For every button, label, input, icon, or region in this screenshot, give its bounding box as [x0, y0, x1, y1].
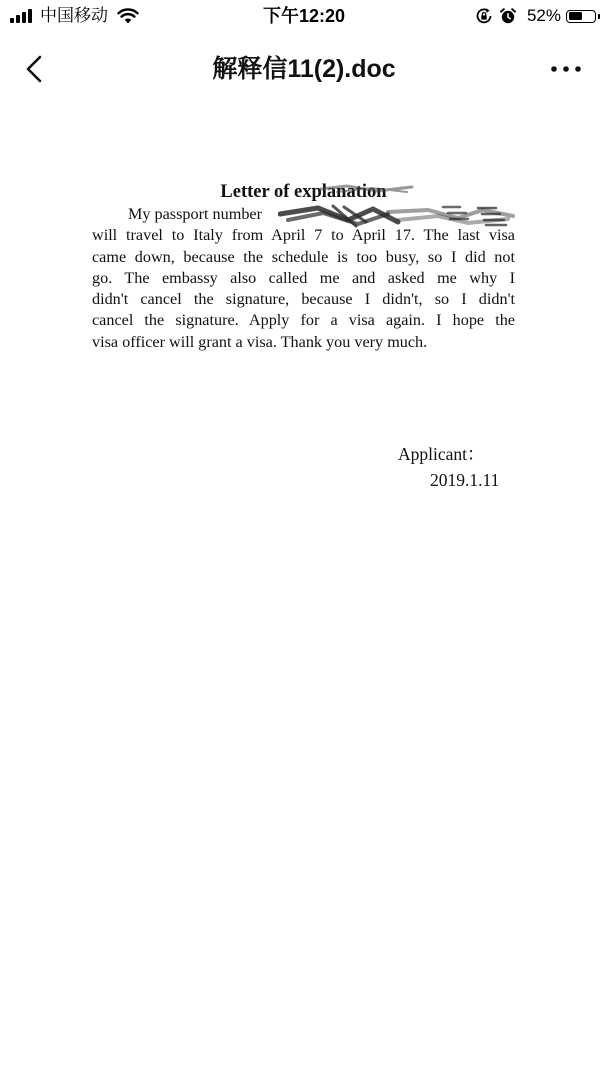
letter-line: visa officer will grant a visa. Thank you very much.	[92, 332, 428, 351]
nav-bar	[0, 34, 608, 104]
battery-icon	[566, 10, 596, 23]
battery-percent: 52%	[526, 6, 561, 25]
carrier-name: 中国移动	[40, 6, 108, 25]
document-title: 解释信11(2).doc	[212, 55, 396, 83]
letter-line: came down, because the schedule is too busy, so I did not	[92, 247, 515, 266]
alarm-icon	[499, 7, 517, 25]
applicant-label: Applicant：	[398, 444, 485, 464]
letter-line: go. The embassy also called me and asked me why I	[92, 268, 515, 287]
letter-line: cancel the signature. Apply for a visa again. I hope the	[92, 311, 515, 330]
status-right	[469, 5, 596, 27]
more-dots-icon[interactable]	[546, 54, 586, 84]
document-body	[92, 180, 515, 353]
letter-title: Letter of explanation	[220, 182, 387, 202]
status-time: 下午12:20	[262, 6, 346, 26]
rotation-lock-icon	[475, 7, 493, 25]
letter-line: will travel to Italy from April 7 to April 17. The last visa	[92, 226, 515, 245]
letter-line: My passport number	[128, 205, 262, 223]
letter-line: didn't cancel the signature, because I didn't, so I didn't	[92, 290, 515, 309]
signature-block	[398, 441, 518, 493]
signature-date: 2019.1.11	[430, 470, 500, 490]
status-bar	[0, 0, 608, 34]
document-page[interactable]	[0, 104, 608, 1080]
